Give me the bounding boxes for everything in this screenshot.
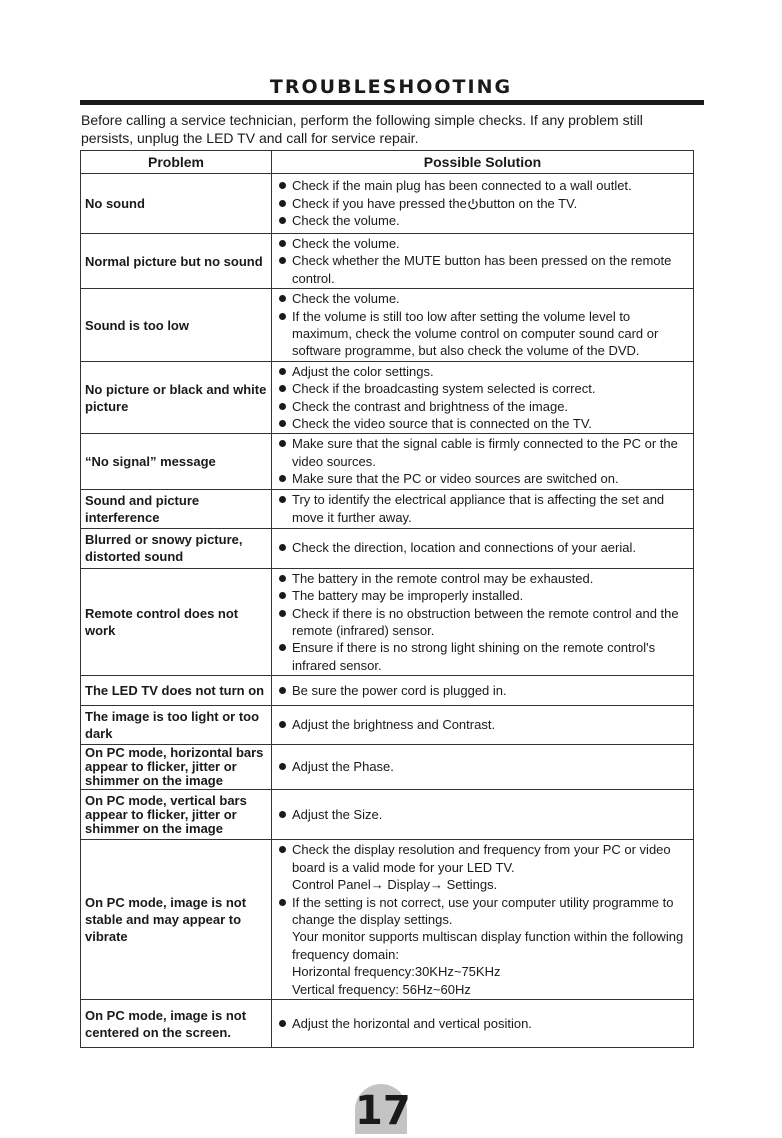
title-underline <box>80 100 704 105</box>
solution-item: If the volume is still too low after setting the volume level to maximum, check the volume control on computer sound card or software programme, but also check the volume of the DVD. <box>277 308 690 360</box>
problem-column-header: Problem <box>81 151 272 174</box>
problem-cell: Sound and picture interference <box>81 489 272 528</box>
intro-text <box>81 111 701 147</box>
solution-item: Check the contrast and brightness of the image. <box>277 398 690 415</box>
solution-cell <box>272 706 694 745</box>
solution-list <box>277 491 690 526</box>
solution-text: Check the display resolution and frequency from your PC or video board is a valid mode for your LED TV. <box>292 842 671 875</box>
solution-text: If the setting is not correct, use your computer utility programme to change the display settings. <box>292 894 674 927</box>
solution-item <box>277 195 690 212</box>
solution-text: button on the TV. <box>478 195 578 211</box>
solution-item: The battery in the remote control may be exhausted. <box>277 570 690 587</box>
table-row <box>81 489 694 528</box>
solution-cell <box>272 489 694 528</box>
solution-item <box>277 841 690 893</box>
solution-cell <box>272 174 694 234</box>
solution-item: Check the direction, location and connections of your aerial. <box>277 539 690 556</box>
solution-cell <box>272 434 694 489</box>
problem-cell: On PC mode, vertical bars appear to flicker, jitter or shimmer on the image <box>81 790 272 840</box>
table-row <box>81 174 694 234</box>
solution-list <box>277 435 690 487</box>
solution-item: Check if the main plug has been connected to a wall outlet. <box>277 177 690 194</box>
page-title: TROUBLESHOOTING <box>269 76 513 98</box>
solution-list <box>277 1015 690 1032</box>
solution-item: Check whether the MUTE button has been pressed on the remote control. <box>277 252 690 287</box>
problem-cell: Sound is too low <box>81 289 272 362</box>
problem-cell: On PC mode, horizontal bars appear to flicker, jitter or shimmer on the image <box>81 745 272 790</box>
problem-cell: No sound <box>81 174 272 234</box>
solution-list <box>277 841 690 998</box>
solution-item: Ensure if there is no strong light shining on the remote control's infrared sensor. <box>277 639 690 674</box>
solution-item: Adjust the color settings. <box>277 363 690 380</box>
table-row <box>81 745 694 790</box>
problem-cell: No picture or black and white picture <box>81 361 272 434</box>
solution-item: Adjust the horizontal and vertical position. <box>277 1015 690 1032</box>
solution-subtext: Control Panel→ Display→ Settings. <box>292 877 498 893</box>
troubleshooting-table <box>80 150 694 1048</box>
solution-subtext: Horizontal frequency:30KHz~75KHz <box>292 964 501 980</box>
problem-cell: Blurred or snowy picture, distorted sound <box>81 528 272 568</box>
solution-cell <box>272 289 694 362</box>
solution-item: Check if there is no obstruction between the remote control and the remote (infrared) sensor. <box>277 605 690 640</box>
solution-list <box>277 758 690 775</box>
solution-list <box>277 539 690 556</box>
power-icon <box>467 197 479 209</box>
solution-cell <box>272 528 694 568</box>
solution-list <box>277 806 690 823</box>
intro-line: Before calling a service technician, perform the following simple checks. If any problem still <box>81 112 643 128</box>
solution-text: Check if you have pressed the <box>292 195 467 211</box>
problem-cell: Normal picture but no sound <box>81 234 272 289</box>
table-row <box>81 434 694 489</box>
solution-item: Adjust the brightness and Contrast. <box>277 716 690 733</box>
intro-line: persists, unplug the LED TV and call for service repair. <box>81 130 419 146</box>
solution-column-header: Possible Solution <box>272 151 694 174</box>
solution-cell <box>272 676 694 706</box>
solution-subtext: Your monitor supports multiscan display function within the following frequency domain: <box>292 929 684 962</box>
solution-cell <box>272 361 694 434</box>
solution-cell <box>272 1000 694 1048</box>
solution-item: Check if the broadcasting system selected is correct. <box>277 380 690 397</box>
table-header-row <box>81 151 694 174</box>
solution-cell <box>272 790 694 840</box>
problem-cell: Remote control does not work <box>81 568 272 675</box>
table-row <box>81 528 694 568</box>
table-row <box>81 361 694 434</box>
solution-item: Make sure that the signal cable is firmly connected to the PC or the video sources. <box>277 435 690 470</box>
solution-item: Check the volume. <box>277 212 690 229</box>
table-row <box>81 568 694 675</box>
solution-list <box>277 290 690 360</box>
solution-cell <box>272 234 694 289</box>
solution-item: Be sure the power cord is plugged in. <box>277 682 690 699</box>
table-row <box>81 1000 694 1048</box>
solution-item <box>277 894 690 998</box>
page-number: 17 <box>355 1084 407 1134</box>
solution-item: Make sure that the PC or video sources are switched on. <box>277 470 690 487</box>
solution-list <box>277 235 690 287</box>
problem-cell: The image is too light or too dark <box>81 706 272 745</box>
problem-cell: On PC mode, image is not centered on the screen. <box>81 1000 272 1048</box>
table-row <box>81 676 694 706</box>
table-row <box>81 790 694 840</box>
solution-list <box>277 177 690 229</box>
table-row <box>81 234 694 289</box>
solution-list <box>277 363 690 433</box>
problem-cell: On PC mode, image is not stable and may appear to vibrate <box>81 840 272 1000</box>
solution-subtext: Vertical frequency: 56Hz~60Hz <box>292 981 471 997</box>
solution-cell <box>272 568 694 675</box>
problem-cell: “No signal” message <box>81 434 272 489</box>
solution-item: The battery may be improperly installed. <box>277 587 690 604</box>
solution-list <box>277 570 690 674</box>
solution-item: Adjust the Size. <box>277 806 690 823</box>
solution-item: Check the volume. <box>277 290 690 307</box>
solution-item: Check the video source that is connected on the TV. <box>277 415 690 432</box>
solution-item: Adjust the Phase. <box>277 758 690 775</box>
table-row <box>81 706 694 745</box>
table-row <box>81 289 694 362</box>
solution-cell <box>272 745 694 790</box>
solution-item: Check the volume. <box>277 235 690 252</box>
solution-cell <box>272 840 694 1000</box>
solution-list <box>277 716 690 733</box>
table-row <box>81 840 694 1000</box>
problem-cell: The LED TV does not turn on <box>81 676 272 706</box>
solution-list <box>277 682 690 699</box>
solution-item: Try to identify the electrical appliance that is affecting the set and move it further away. <box>277 491 690 526</box>
